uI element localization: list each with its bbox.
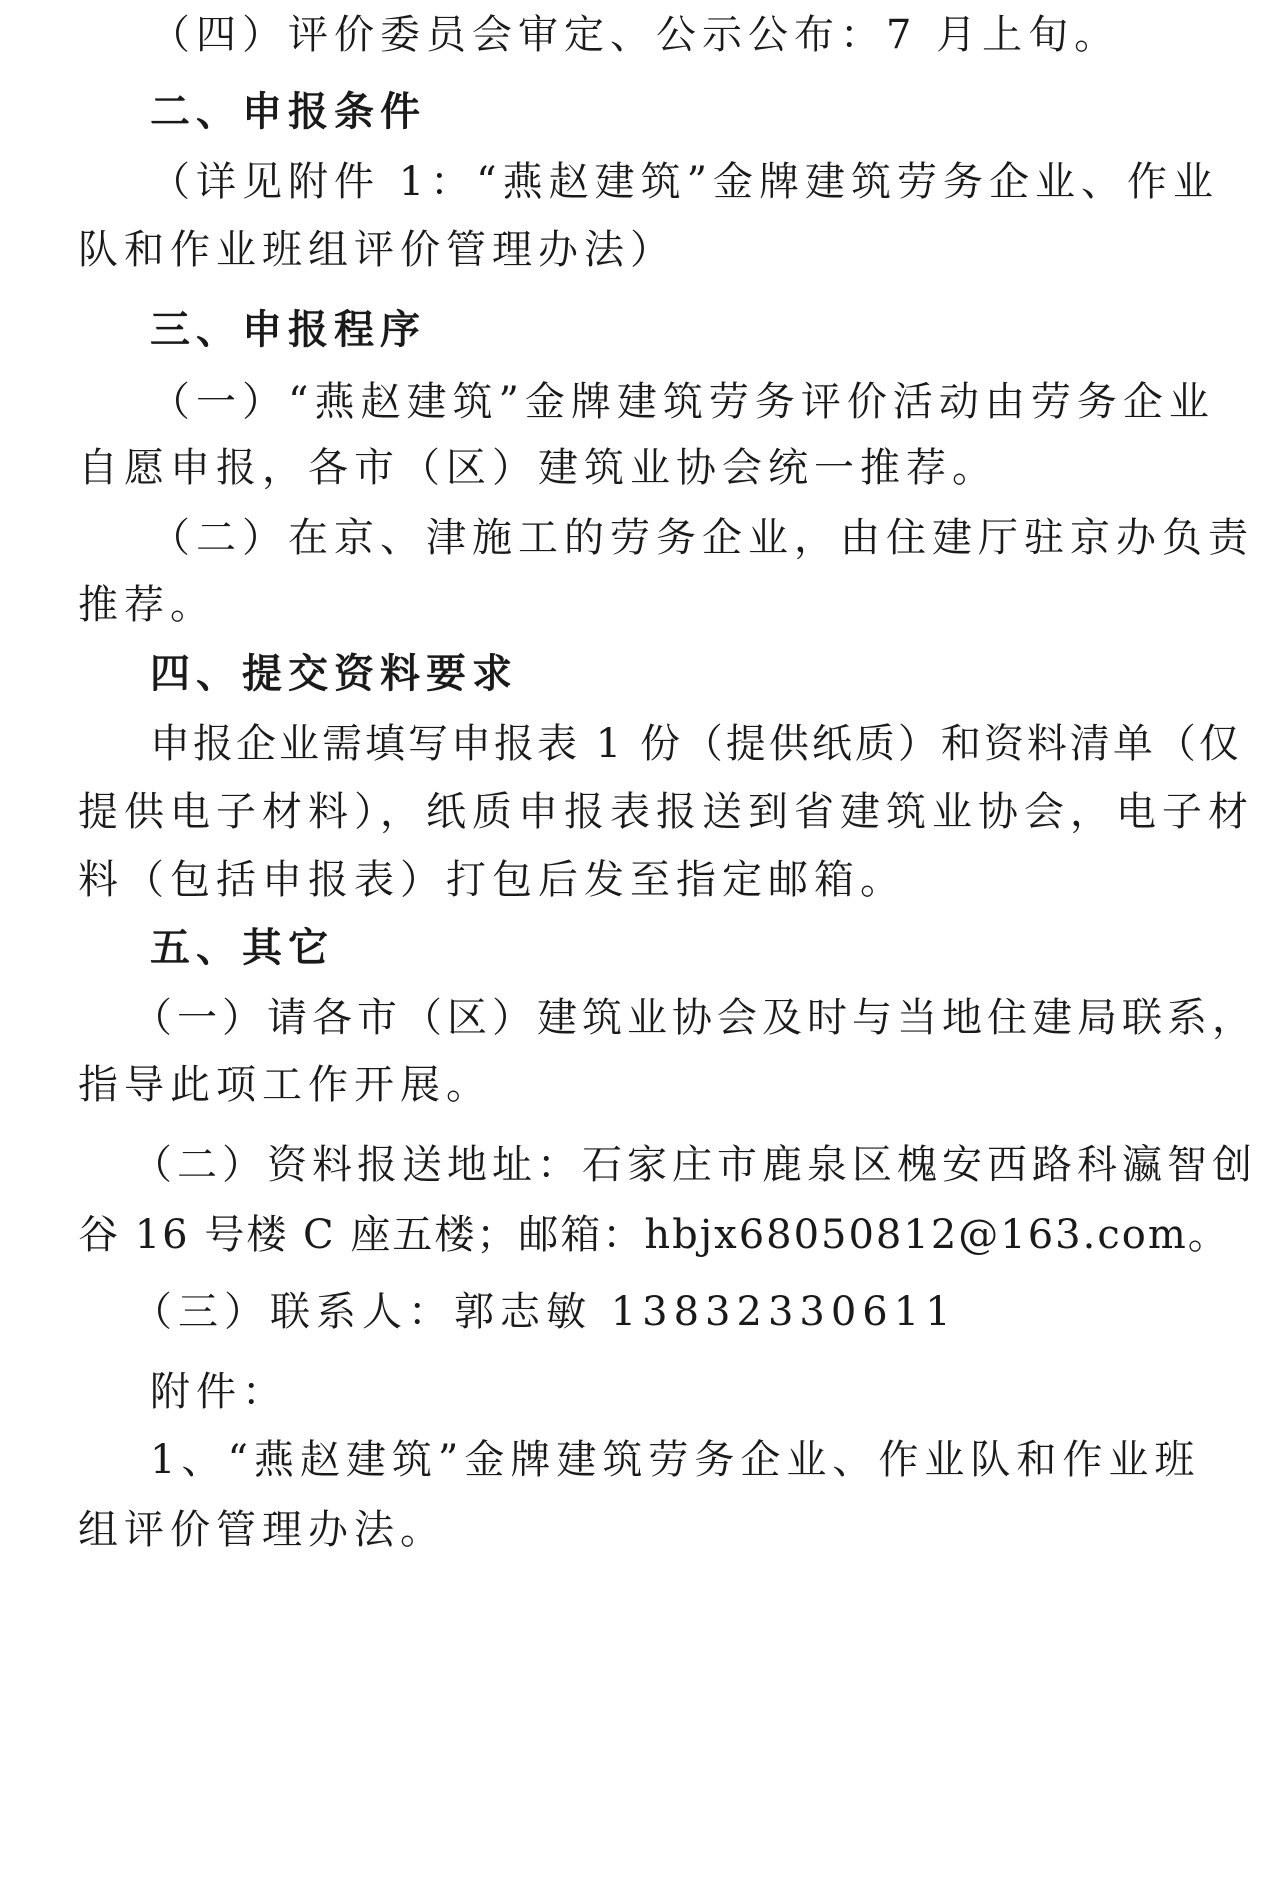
paragraph-line: （一）请各市（区）建筑业协会及时与当地住建局联系， [132, 995, 1257, 1041]
paragraph-line: 料（包括申报表）打包后发至指定邮箱。 [78, 857, 906, 903]
attachment-item-continued: 组评价管理办法。 [78, 1507, 446, 1553]
paragraph-line: （二）在京、津施工的劳务企业，由住建厅驻京办负责 [150, 515, 1254, 561]
paragraph-line: （一）“燕赵建筑”金牌建筑劳务评价活动由劳务企业 [150, 379, 1215, 425]
paragraph-line: 自愿申报，各市（区）建筑业协会统一推荐。 [78, 445, 998, 491]
section-heading-materials: 四、提交资料要求 [150, 651, 518, 697]
paragraph-line: 指导此项工作开展。 [78, 1062, 492, 1108]
section-heading-conditions: 二、申报条件 [150, 89, 426, 135]
attachment-label: 附件： [150, 1369, 288, 1415]
paragraph-line: （详见附件 1：“燕赵建筑”金牌建筑劳务企业、作业 [150, 159, 1220, 205]
paragraph-line: 队和作业班组评价管理办法） [78, 227, 676, 273]
attachment-item: 1、“燕赵建筑”金牌建筑劳务企业、作业队和作业班 [150, 1437, 1201, 1483]
paragraph-line: 申报企业需填写申报表 1 份（提供纸质）和资料清单（仅 [150, 721, 1242, 767]
paragraph-line: 推荐。 [78, 582, 216, 628]
review-schedule-line: （四）评价委员会审定、公示公布：7 月上旬。 [150, 12, 1121, 58]
email-line: 谷 16 号楼 C 座五楼；邮箱：hbjx68050812@163.com。 [78, 1212, 1230, 1258]
section-heading-procedure: 三、申报程序 [150, 307, 426, 353]
address-line: （二）资料报送地址：石家庄市鹿泉区槐安西路科瀛智创 [132, 1142, 1257, 1188]
section-heading-other: 五、其它 [150, 925, 334, 971]
paragraph-line: 提供电子材料），纸质申报表报送到省建筑业协会，电子材 [78, 789, 1254, 835]
contact-line: （三）联系人：郭志敏 13832330611 [132, 1289, 957, 1335]
